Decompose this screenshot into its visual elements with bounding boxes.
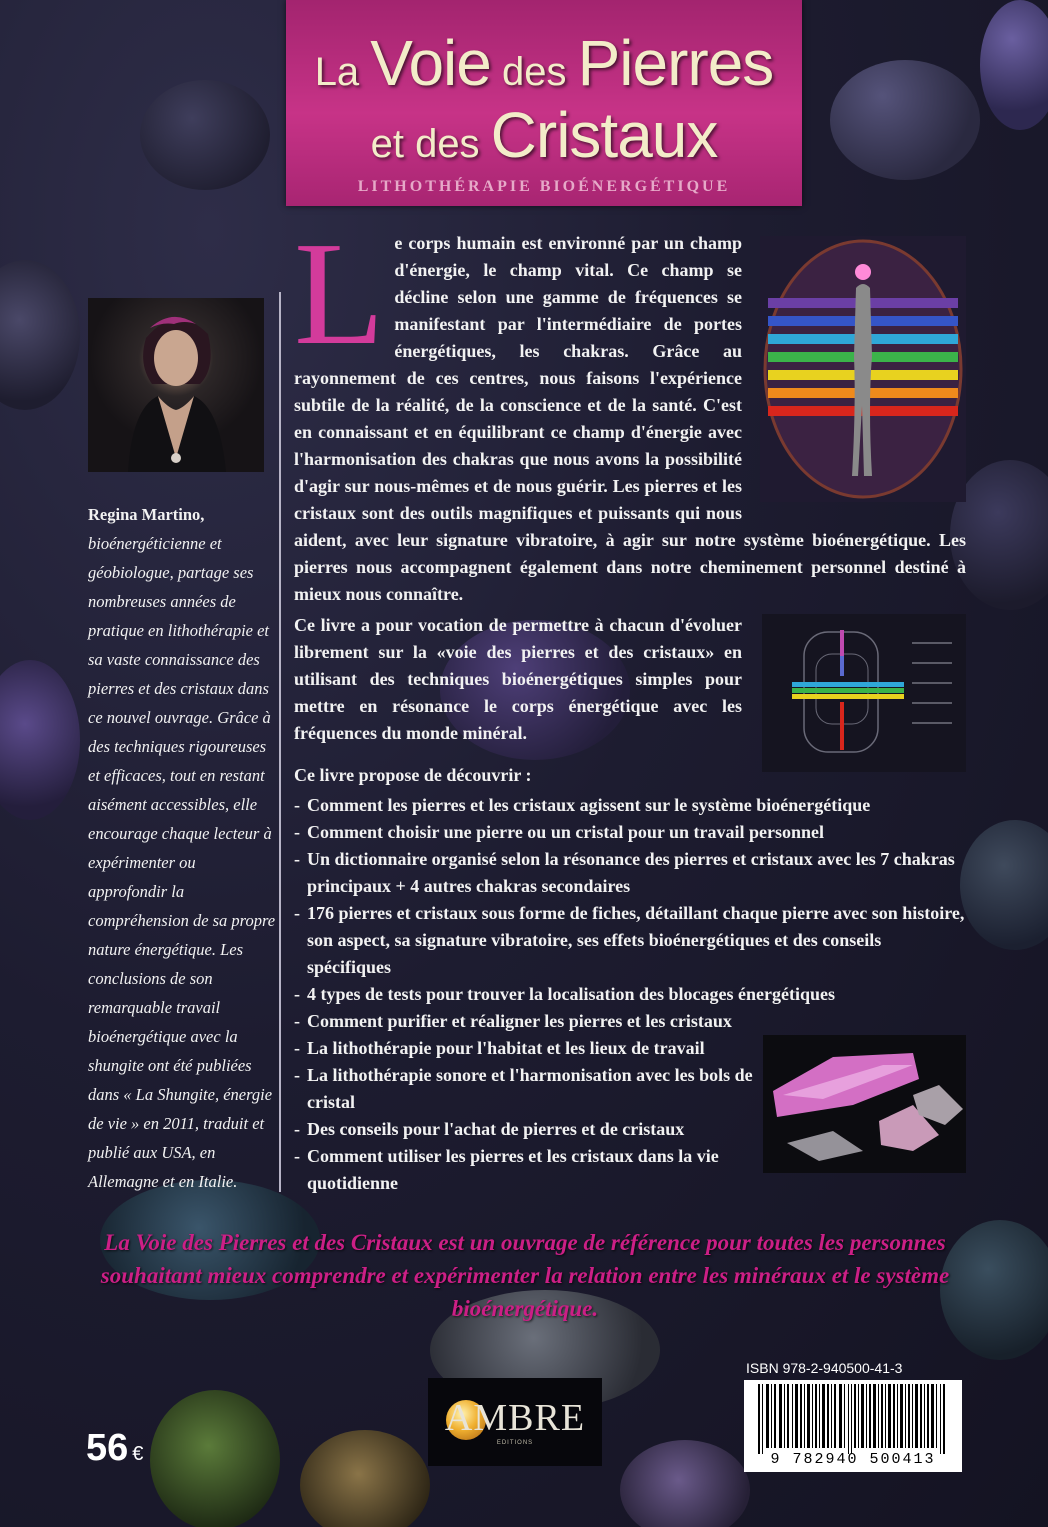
list-dash: - xyxy=(294,849,300,869)
background-stone xyxy=(140,80,270,190)
publisher-subtitle: EDITIONS xyxy=(496,1440,534,1446)
barcode-number: 9 782940 500413 xyxy=(770,1451,936,1468)
list-item-text: La lithothérapie pour l'habitat et les lieux de travail xyxy=(307,1038,705,1058)
background-stone xyxy=(960,820,1048,950)
list-item-text: Des conseils pour l'achat de pierres et de cristaux xyxy=(307,1119,685,1139)
list-item xyxy=(294,900,966,981)
title-banner xyxy=(286,0,802,206)
author-bio-text: bioénergéticienne et géobiologue, partage ses nombreuses années de pratique en lithothérapie et sa vaste connaissance des pierres et des cristaux dans ce nouvel ouvrage. Grâce à des techniques rigoureuses et efficaces, tout en restant aisément accessibles, elle encourage chaque lecteur à expérimenter ou approfondir la compréhension de sa propre nature énergétique. Les conclusions de son remarquable travail bioénergétique avec la shungite ont été publiées dans « La Shungite, énergie de vie » en 2011, traduit et publié aux USA, en Allemagne et en Italie. xyxy=(88,534,276,1191)
intro-paragraph-1: e corps humain est environné par un champ d'énergie, le champ vital. Ce champ se décline selon une gamme de fréquences se manifestant par l'intermédiaire de portes énergétiques, les chakras. Grâce au rayonnement de ces centres, nous faisons l'expérience subtile de la réalité, de la conscience et de la santé. C'est en connaissant et en équilibrant ce champ d'énergie avec l'harmonisation des chakras que nous avons la possibilité d'agir sur nous-mêmes et de nous guérir. Les pierres et les cristaux sont des outils magnifiques et puissants qui nous aident, avec leur signature vibratoire, à agir sur notre système bioénergétique. Les pierres nous accompagnent également dans notre cheminement personnel destiné à mieux nous connaître. xyxy=(294,233,966,604)
list-item xyxy=(294,981,966,1008)
dropcap-letter: L xyxy=(294,212,385,376)
chakra-diagram-illustration xyxy=(762,614,966,772)
list-dash: - xyxy=(294,1065,300,1085)
list-dash: - xyxy=(294,1011,300,1031)
list-dash: - xyxy=(294,795,300,815)
publisher-logo xyxy=(428,1378,602,1466)
list-dash: - xyxy=(294,822,300,842)
title-word: Cristaux xyxy=(490,99,718,171)
background-stone xyxy=(300,1430,430,1527)
crystals-photo xyxy=(763,1035,966,1173)
barcode xyxy=(744,1380,962,1472)
isbn-text: ISBN 978-2-940500-41-3 xyxy=(746,1360,903,1376)
chakra-figure-illustration xyxy=(760,236,966,502)
publisher-name: AMBRE xyxy=(444,1397,586,1439)
title-line-1 xyxy=(286,26,802,100)
author-bio xyxy=(88,500,278,1196)
crystals-illustration xyxy=(763,1035,966,1173)
title-word: La xyxy=(314,50,371,94)
list-item-text: Comment purifier et réaligner les pierres et les cristaux xyxy=(307,1011,732,1031)
list-dash: - xyxy=(294,1119,300,1139)
list-dash: - xyxy=(294,1146,300,1166)
list-item-text: Comment choisir une pierre ou un cristal pour un travail personnel xyxy=(307,822,825,842)
chakra-figure-image xyxy=(760,236,966,502)
author-name: Regina Martino, xyxy=(88,505,205,524)
chakra-diagram-image xyxy=(762,614,966,772)
list-item-text: Comment utiliser les pierres et les cristaux dans la vie quotidienne xyxy=(307,1146,719,1193)
list-dash: - xyxy=(294,984,300,1004)
title-word: et des xyxy=(370,122,491,166)
list-dash: - xyxy=(294,1038,300,1058)
background-stone xyxy=(0,260,80,410)
background-stone xyxy=(980,0,1048,130)
list-item-text: La lithothérapie sonore et l'harmonisation avec les bols de cristal xyxy=(307,1065,753,1112)
list-item-text: Comment les pierres et les cristaux agissent sur le système bioénergétique xyxy=(307,795,871,815)
background-stone xyxy=(620,1440,750,1527)
title-word: Voie xyxy=(370,27,491,99)
list-item xyxy=(294,846,966,900)
features-title: Ce livre propose de découvrir : xyxy=(294,765,532,785)
title-word: des xyxy=(490,50,578,94)
list-item xyxy=(294,1008,966,1035)
book-tagline: La Voie des Pierres et des Cristaux est un ouvrage de référence pour toutes les personnes souhaitant mieux comprendre et expérimenter la relation entre les minéraux et le système bioénergétique. xyxy=(100,1230,950,1321)
price xyxy=(86,1427,143,1470)
author-photo xyxy=(88,298,264,472)
price-currency: € xyxy=(132,1443,144,1465)
title-line-2 xyxy=(286,98,802,172)
background-stone xyxy=(150,1390,280,1527)
list-item-text: 4 types de tests pour trouver la localisation des blocages énergétiques xyxy=(307,984,835,1004)
list-item xyxy=(294,819,966,846)
title-word: Pierres xyxy=(577,27,774,99)
list-item-text: 176 pierres et cristaux sous forme de fiches, détaillant chaque pierre avec son histoire, son aspect, sa signature vibratoire, ses effets bioénergétiques et des conseils spécifiques xyxy=(307,903,965,977)
author-portrait-illustration xyxy=(88,298,264,472)
price-amount: 56 xyxy=(86,1427,129,1469)
intro-paragraph-2: Ce livre a pour vocation de permettre à chacun d'évoluer librement sur la «voie des pierres et des cristaux» en utilisant des techniques bioénergétiques simples pour mettre en résonance le corps énergétique avec les fréquences du monde minéral. xyxy=(294,615,742,743)
list-item xyxy=(294,792,966,819)
background-stone xyxy=(0,660,80,820)
background-stone xyxy=(830,60,980,180)
intro-text xyxy=(294,212,966,772)
column-divider xyxy=(279,292,281,1192)
list-dash: - xyxy=(294,903,300,923)
list-item-text: Un dictionnaire organisé selon la résonance des pierres et cristaux avec les 7 chakras principaux + 4 autres chakras secondaires xyxy=(307,849,955,896)
barcode-bars-icon xyxy=(744,1384,962,1456)
book-subtitle: LITHOTHÉRAPIE BIOÉNERGÉTIQUE xyxy=(357,178,731,195)
